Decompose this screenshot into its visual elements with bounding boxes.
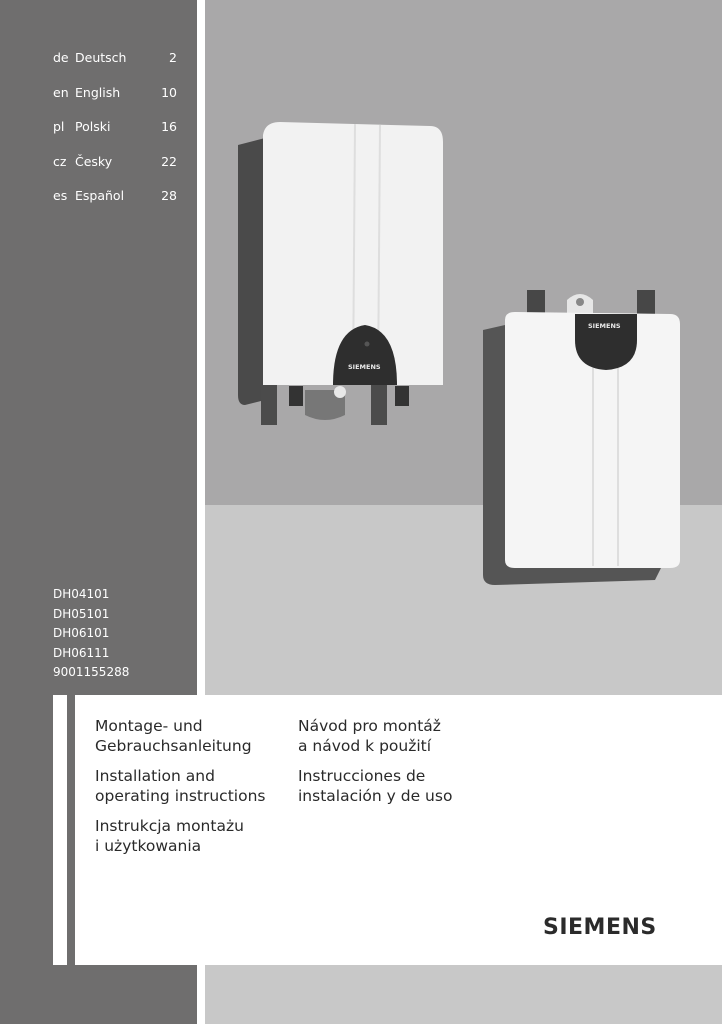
article-number: 9001155288 (53, 665, 130, 679)
accent-bar (53, 695, 67, 965)
language-code: en (53, 84, 69, 100)
language-name: English (75, 84, 121, 100)
language-code: es (53, 188, 68, 203)
brand-logo: SIEMENS (543, 915, 657, 940)
footer-band-left (75, 965, 197, 1024)
language-name: Polski (75, 119, 111, 134)
water-heater-illustration (205, 0, 722, 695)
model-number: DH06111 (53, 645, 110, 660)
language-code: cz (53, 153, 67, 169)
language-code: de (53, 50, 69, 65)
title-es: Instrucciones de instalación y de uso (298, 767, 453, 805)
title-pl: Instrukcja montażu i użytkowania (95, 817, 244, 855)
water-heater-overtable (238, 122, 443, 425)
model-number: DH04101 (53, 587, 110, 601)
device-logo-left: SIEMENS (348, 363, 381, 371)
titles-column-right (298, 716, 452, 816)
language-index (53, 48, 177, 221)
titles-column-left (95, 716, 265, 866)
model-numbers (53, 585, 129, 683)
title-en: Installation and operating instructions (95, 767, 266, 805)
title-de: Montage- und Gebrauchsanleitung (95, 717, 252, 755)
device-logo-right: SIEMENS (588, 322, 621, 330)
language-page: 2 (169, 50, 177, 65)
language-item-pl[interactable] (53, 117, 177, 152)
model-number: DH05101 (53, 606, 110, 621)
language-item-cz[interactable] (53, 152, 177, 187)
language-name: Česky (75, 153, 113, 169)
footer-band (205, 965, 722, 1024)
product-photo (205, 0, 722, 695)
language-page: 28 (161, 188, 177, 203)
language-name: Deutsch (75, 50, 127, 65)
language-item-en[interactable] (53, 83, 177, 118)
language-page: 22 (161, 153, 177, 169)
language-name: Español (75, 188, 125, 203)
language-item-de[interactable] (53, 48, 177, 83)
language-code: pl (53, 119, 65, 134)
model-number: DH06101 (53, 626, 110, 640)
title-cz: Návod pro montáž a návod k použití (298, 717, 441, 755)
language-page: 10 (161, 84, 177, 100)
language-item-es[interactable] (53, 186, 177, 221)
language-page: 16 (161, 119, 177, 134)
water-heater-undertable (483, 290, 680, 585)
